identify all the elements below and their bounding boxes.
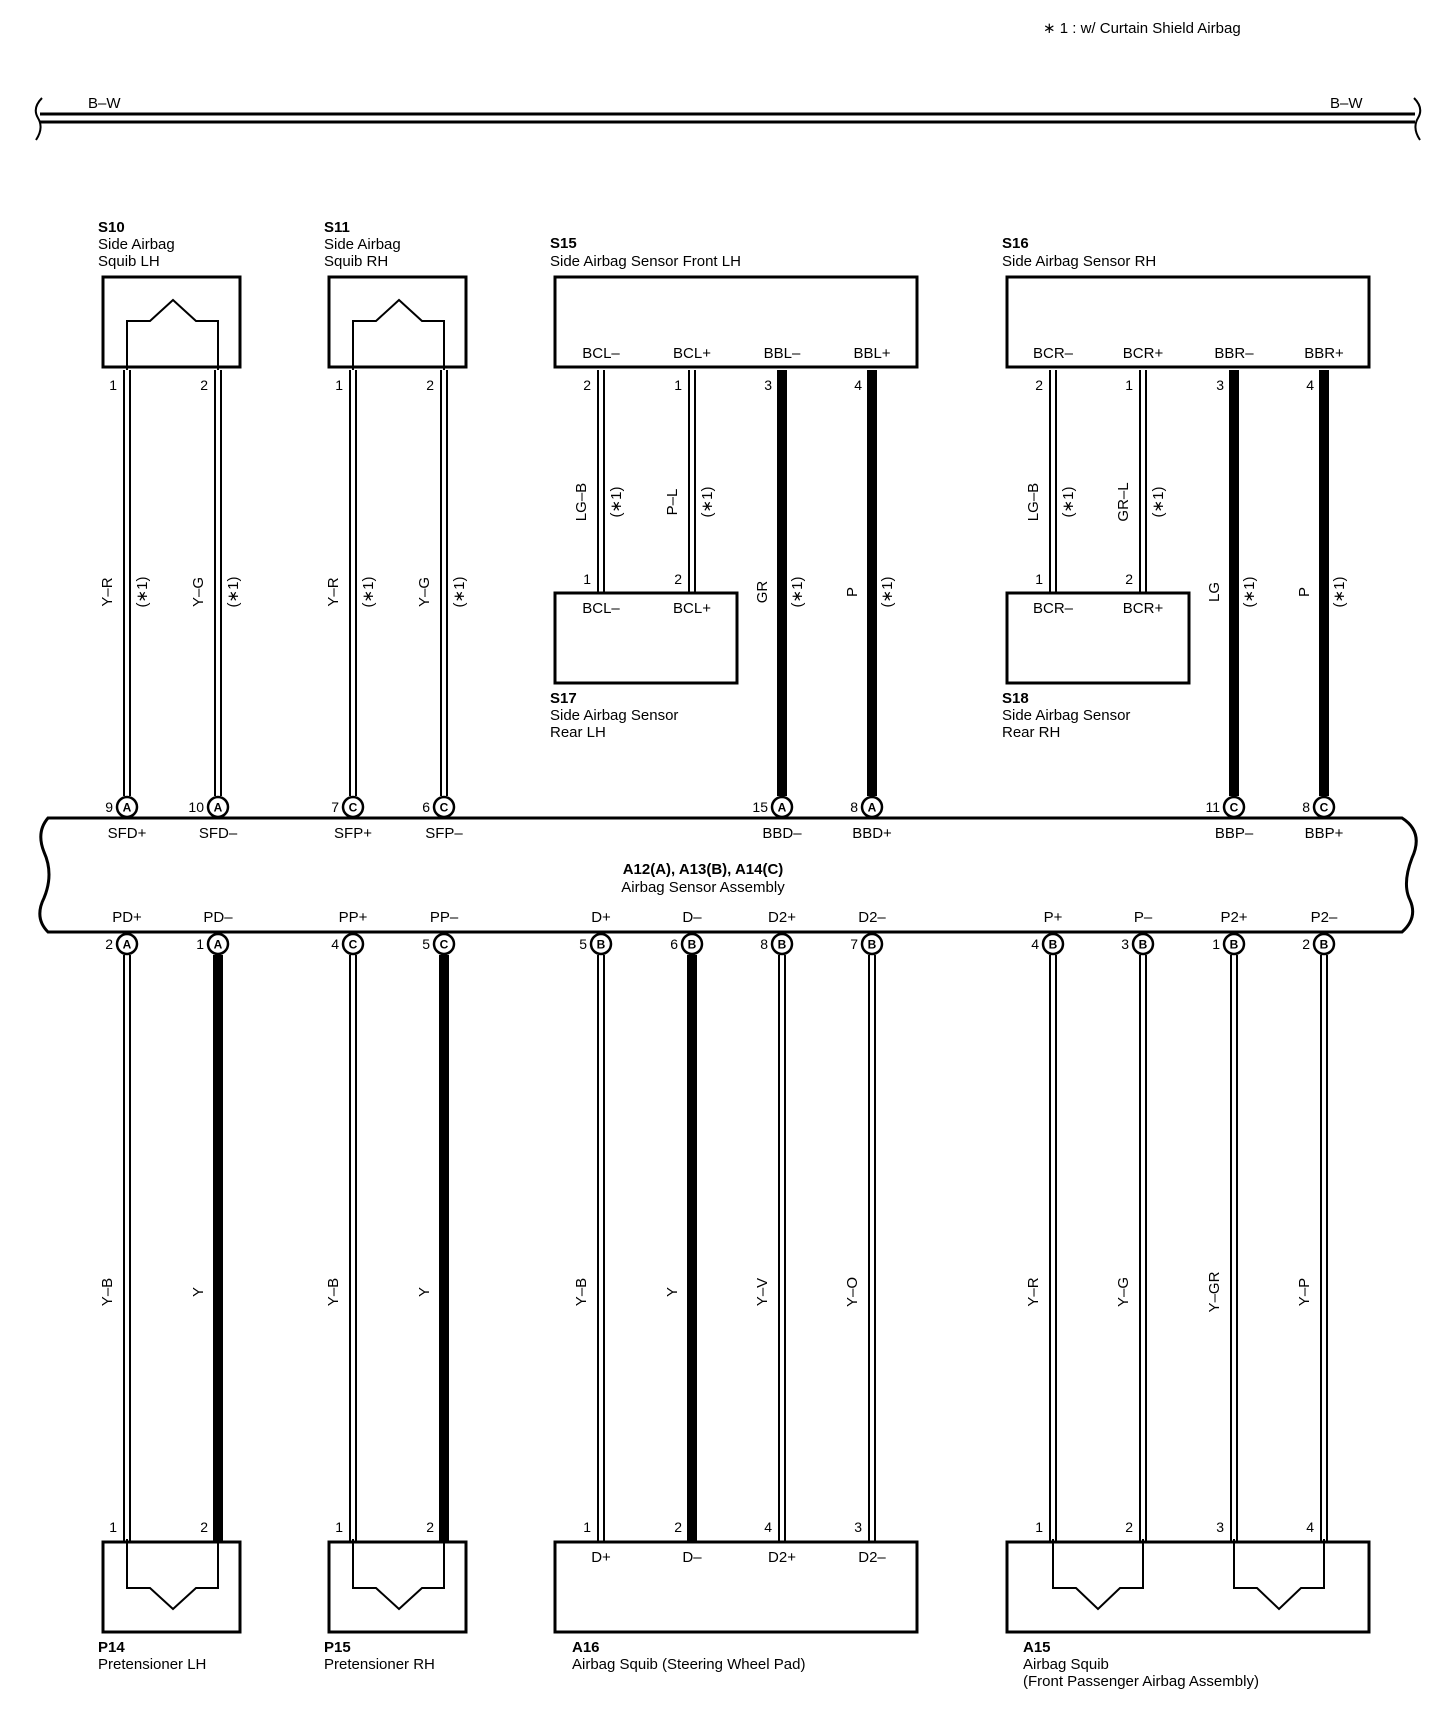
terminal-label: BBR– xyxy=(1214,345,1254,362)
component-name: Side Airbag xyxy=(324,236,401,253)
wire-color-label: Y–R xyxy=(325,577,342,607)
pin-number: 2 xyxy=(674,1519,682,1535)
assembly-terminal-label: SFP– xyxy=(425,825,463,842)
wire-color-label: Y–B xyxy=(325,1277,342,1307)
assembly-name: Airbag Sensor Assembly xyxy=(621,879,785,896)
component-name: Pretensioner RH xyxy=(324,1656,435,1673)
wire-color-label: Y–G xyxy=(1115,1276,1132,1308)
pin-number: 2 xyxy=(105,936,113,952)
wire-note-label: (∗1) xyxy=(1241,576,1258,608)
wire-note-label: (∗1) xyxy=(225,576,242,608)
assembly-code: A12(A), A13(B), A14(C) xyxy=(622,861,784,878)
component-name: Side Airbag Sensor Front LH xyxy=(550,253,741,270)
terminal-label: BCR+ xyxy=(1122,345,1164,362)
connector-letter: C xyxy=(348,937,358,952)
airbag-sensor-assembly xyxy=(40,818,1416,932)
pin-number: 4 xyxy=(1306,377,1314,393)
bus-label-right: B–W xyxy=(1330,95,1363,112)
component-name: Side Airbag Sensor xyxy=(1002,707,1131,724)
component-code: A16 xyxy=(572,1639,600,1656)
pin-number: 5 xyxy=(422,936,430,952)
wire-color-label: Y–G xyxy=(416,576,433,608)
pin-number: 3 xyxy=(854,1519,862,1535)
wire-color-label: Y xyxy=(664,1286,681,1298)
component-name: Airbag Squib xyxy=(1023,1656,1109,1673)
pin-number: 1 xyxy=(674,377,682,393)
component-s15 xyxy=(550,235,917,367)
wire-color-label: Y–B xyxy=(99,1277,116,1307)
pin-number: 6 xyxy=(670,936,678,952)
wire-color-label: P–L xyxy=(664,488,681,516)
pin-number: 3 xyxy=(1216,1519,1224,1535)
pin-number: 3 xyxy=(1121,936,1129,952)
component-a16 xyxy=(555,1542,917,1673)
pin-number: 1 xyxy=(583,571,591,587)
wires xyxy=(99,370,1348,1542)
pin-number: 4 xyxy=(1031,936,1039,952)
pin-number: 2 xyxy=(583,377,591,393)
wire-color-label: Y–B xyxy=(573,1277,590,1307)
terminal-label: D+ xyxy=(591,1549,611,1566)
component-name: Airbag Squib (Steering Wheel Pad) xyxy=(572,1656,806,1673)
assembly-terminal-label: P– xyxy=(1133,909,1153,926)
wire-note-label: (∗1) xyxy=(879,576,896,608)
wire-color-label: P xyxy=(844,586,861,598)
component-name: Squib RH xyxy=(324,253,389,270)
connector-letter: B xyxy=(1229,937,1239,952)
pin-number: 1 xyxy=(335,1519,343,1535)
component-code: P15 xyxy=(324,1639,351,1656)
wire-note-label: (∗1) xyxy=(134,576,151,608)
wire-note-label: (∗1) xyxy=(789,576,806,608)
pin-number: 1 xyxy=(335,377,343,393)
component-a15 xyxy=(1007,1539,1369,1690)
wire-color-label: Y–R xyxy=(99,577,116,607)
connector-letter: B xyxy=(687,937,697,952)
connector-letter: B xyxy=(1138,937,1148,952)
component-name: Side Airbag Sensor xyxy=(550,707,679,724)
component-p15 xyxy=(324,1539,466,1673)
assembly-terminal-label: SFD+ xyxy=(107,825,147,842)
component-s18 xyxy=(1002,593,1189,741)
pin-number: 1 xyxy=(1125,377,1133,393)
bus-label-left: B–W xyxy=(88,95,121,112)
wire-color-label: P xyxy=(1296,586,1313,598)
pin-number: 2 xyxy=(1302,936,1310,952)
assembly-terminal-label: SFD– xyxy=(198,825,238,842)
connector-letter: A xyxy=(213,937,223,952)
wire-note-label: (∗1) xyxy=(1150,486,1167,518)
pin-number: 7 xyxy=(331,799,339,815)
connector-letter: B xyxy=(1048,937,1058,952)
wire-color-label: LG–B xyxy=(1025,482,1042,522)
pin-number: 1 xyxy=(109,1519,117,1535)
assembly-terminal-label: P2– xyxy=(1310,909,1338,926)
pin-number: 8 xyxy=(760,936,768,952)
connector-letter: A xyxy=(213,800,223,815)
wire-color-label: Y xyxy=(416,1286,433,1298)
pin-number: 8 xyxy=(1302,799,1310,815)
component-code: S16 xyxy=(1002,235,1029,252)
component-code: A15 xyxy=(1023,1639,1051,1656)
pin-number: 1 xyxy=(1035,571,1043,587)
terminal-label: BCL+ xyxy=(673,600,711,617)
component-name: (Front Passenger Airbag Assembly) xyxy=(1023,1673,1259,1690)
component-s11 xyxy=(324,219,466,370)
assembly-terminal-label: D+ xyxy=(591,909,611,926)
component-code: P14 xyxy=(98,1639,125,1656)
assembly-terminal-label: D2+ xyxy=(768,909,796,926)
pin-number: 10 xyxy=(188,799,204,815)
component-name: Rear RH xyxy=(1002,724,1061,741)
connector-letter: A xyxy=(777,800,787,815)
component-name: Squib LH xyxy=(98,253,160,270)
component-p14 xyxy=(98,1539,240,1673)
connector-letter: B xyxy=(596,937,606,952)
assembly-terminal-label: BBP– xyxy=(1214,825,1254,842)
terminal-label: BCR– xyxy=(1032,600,1074,617)
terminal-label: BCL– xyxy=(582,345,620,362)
assembly-terminal-label: BBP+ xyxy=(1304,825,1344,842)
component-name: Rear LH xyxy=(550,724,606,741)
pin-number: 1 xyxy=(109,377,117,393)
bw-bus xyxy=(36,95,1421,140)
assembly-terminal-label: SFP+ xyxy=(334,825,372,842)
component-code: S18 xyxy=(1002,690,1029,707)
component-name: Pretensioner LH xyxy=(98,1656,207,1673)
terminal-label: BBL– xyxy=(763,345,801,362)
connector-letter: B xyxy=(867,937,877,952)
wire-note-label: (∗1) xyxy=(360,576,377,608)
pin-number: 1 xyxy=(1035,1519,1043,1535)
terminal-label: D– xyxy=(682,1549,702,1566)
wire-note-label: (∗1) xyxy=(451,576,468,608)
pin-number: 2 xyxy=(426,377,434,393)
terminal-label: D2– xyxy=(858,1549,886,1566)
assembly-terminal-label: P+ xyxy=(1043,909,1063,926)
assembly-terminal-label: PD+ xyxy=(112,909,142,926)
pin-number: 2 xyxy=(426,1519,434,1535)
assembly-terminal-label: PP+ xyxy=(338,909,368,926)
pin-number: 2 xyxy=(1125,571,1133,587)
wire-note-label: (∗1) xyxy=(1331,576,1348,608)
assembly-terminal-label: P2+ xyxy=(1220,909,1248,926)
pin-number: 4 xyxy=(854,377,862,393)
pin-number: 11 xyxy=(1205,799,1220,815)
pin-number: 7 xyxy=(850,936,858,952)
wire-note-label: (∗1) xyxy=(699,486,716,518)
assembly-terminal-label: BBD– xyxy=(762,825,802,842)
assembly-terminal-label: PP– xyxy=(429,909,459,926)
connector-letter: C xyxy=(1319,800,1329,815)
component-code: S17 xyxy=(550,690,577,707)
pin-number: 2 xyxy=(1035,377,1043,393)
pin-number: 4 xyxy=(1306,1519,1314,1535)
wire-color-label: GR–L xyxy=(1115,482,1132,522)
terminal-label: BCL+ xyxy=(673,345,711,362)
wire-color-label: Y–V xyxy=(754,1277,771,1307)
wire-color-label: LG–B xyxy=(573,482,590,522)
connector-letter: C xyxy=(348,800,358,815)
connector-letter: C xyxy=(439,800,449,815)
footnote: ∗ 1 : w/ Curtain Shield Airbag xyxy=(1043,20,1241,37)
terminal-label: D2+ xyxy=(768,1549,796,1566)
terminal-label: BBL+ xyxy=(853,345,891,362)
connector-letter: A xyxy=(122,937,132,952)
component-code: S11 xyxy=(324,219,350,236)
pin-number: 1 xyxy=(1212,936,1220,952)
assembly-terminal-label: D2– xyxy=(858,909,886,926)
wire-color-label: Y xyxy=(190,1286,207,1298)
component-code: S15 xyxy=(550,235,577,252)
component-name: Side Airbag Sensor RH xyxy=(1002,253,1157,270)
terminal-label: BCR+ xyxy=(1122,600,1164,617)
pin-number: 2 xyxy=(200,1519,208,1535)
component-s17 xyxy=(550,593,737,741)
pin-number: 15 xyxy=(752,799,768,815)
pin-number: 1 xyxy=(196,936,204,952)
wire-color-label: Y–P xyxy=(1296,1277,1313,1307)
wire-color-label: Y–GR xyxy=(1206,1271,1223,1313)
terminal-label: BBR+ xyxy=(1304,345,1344,362)
assembly-terminal-label: PD– xyxy=(203,909,233,926)
terminal-label: BCR– xyxy=(1032,345,1074,362)
connector-letter: A xyxy=(122,800,132,815)
wire-color-label: Y–R xyxy=(1025,1277,1042,1307)
wire-color-label: Y–G xyxy=(190,576,207,608)
pin-number: 3 xyxy=(1216,377,1224,393)
pin-number: 4 xyxy=(331,936,339,952)
assembly-terminal-label: BBD+ xyxy=(852,825,892,842)
assembly-terminal-label: D– xyxy=(682,909,702,926)
terminal-label: BCL– xyxy=(582,600,620,617)
connector-letter: A xyxy=(867,800,877,815)
pin-number: 2 xyxy=(1125,1519,1133,1535)
connector-letter: C xyxy=(439,937,449,952)
pin-number: 9 xyxy=(105,799,113,815)
pin-number: 5 xyxy=(579,936,587,952)
pin-number: 2 xyxy=(674,571,682,587)
pin-number: 6 xyxy=(422,799,430,815)
component-s16 xyxy=(1002,235,1369,367)
wire-note-label: (∗1) xyxy=(608,486,625,518)
pin-number: 8 xyxy=(850,799,858,815)
wire-color-label: Y–O xyxy=(844,1276,861,1308)
connector-letter: C xyxy=(1229,800,1239,815)
pin-number: 4 xyxy=(764,1519,772,1535)
pin-number: 3 xyxy=(764,377,772,393)
wire-color-label: LG xyxy=(1206,581,1223,603)
wire-color-label: GR xyxy=(754,580,771,604)
connector-letter: B xyxy=(777,937,787,952)
connector-letter: B xyxy=(1319,937,1329,952)
component-s10 xyxy=(98,219,240,370)
component-code: S10 xyxy=(98,219,125,236)
wire-note-label: (∗1) xyxy=(1060,486,1077,518)
pin-number: 2 xyxy=(200,377,208,393)
pin-number: 1 xyxy=(583,1519,591,1535)
component-name: Side Airbag xyxy=(98,236,175,253)
